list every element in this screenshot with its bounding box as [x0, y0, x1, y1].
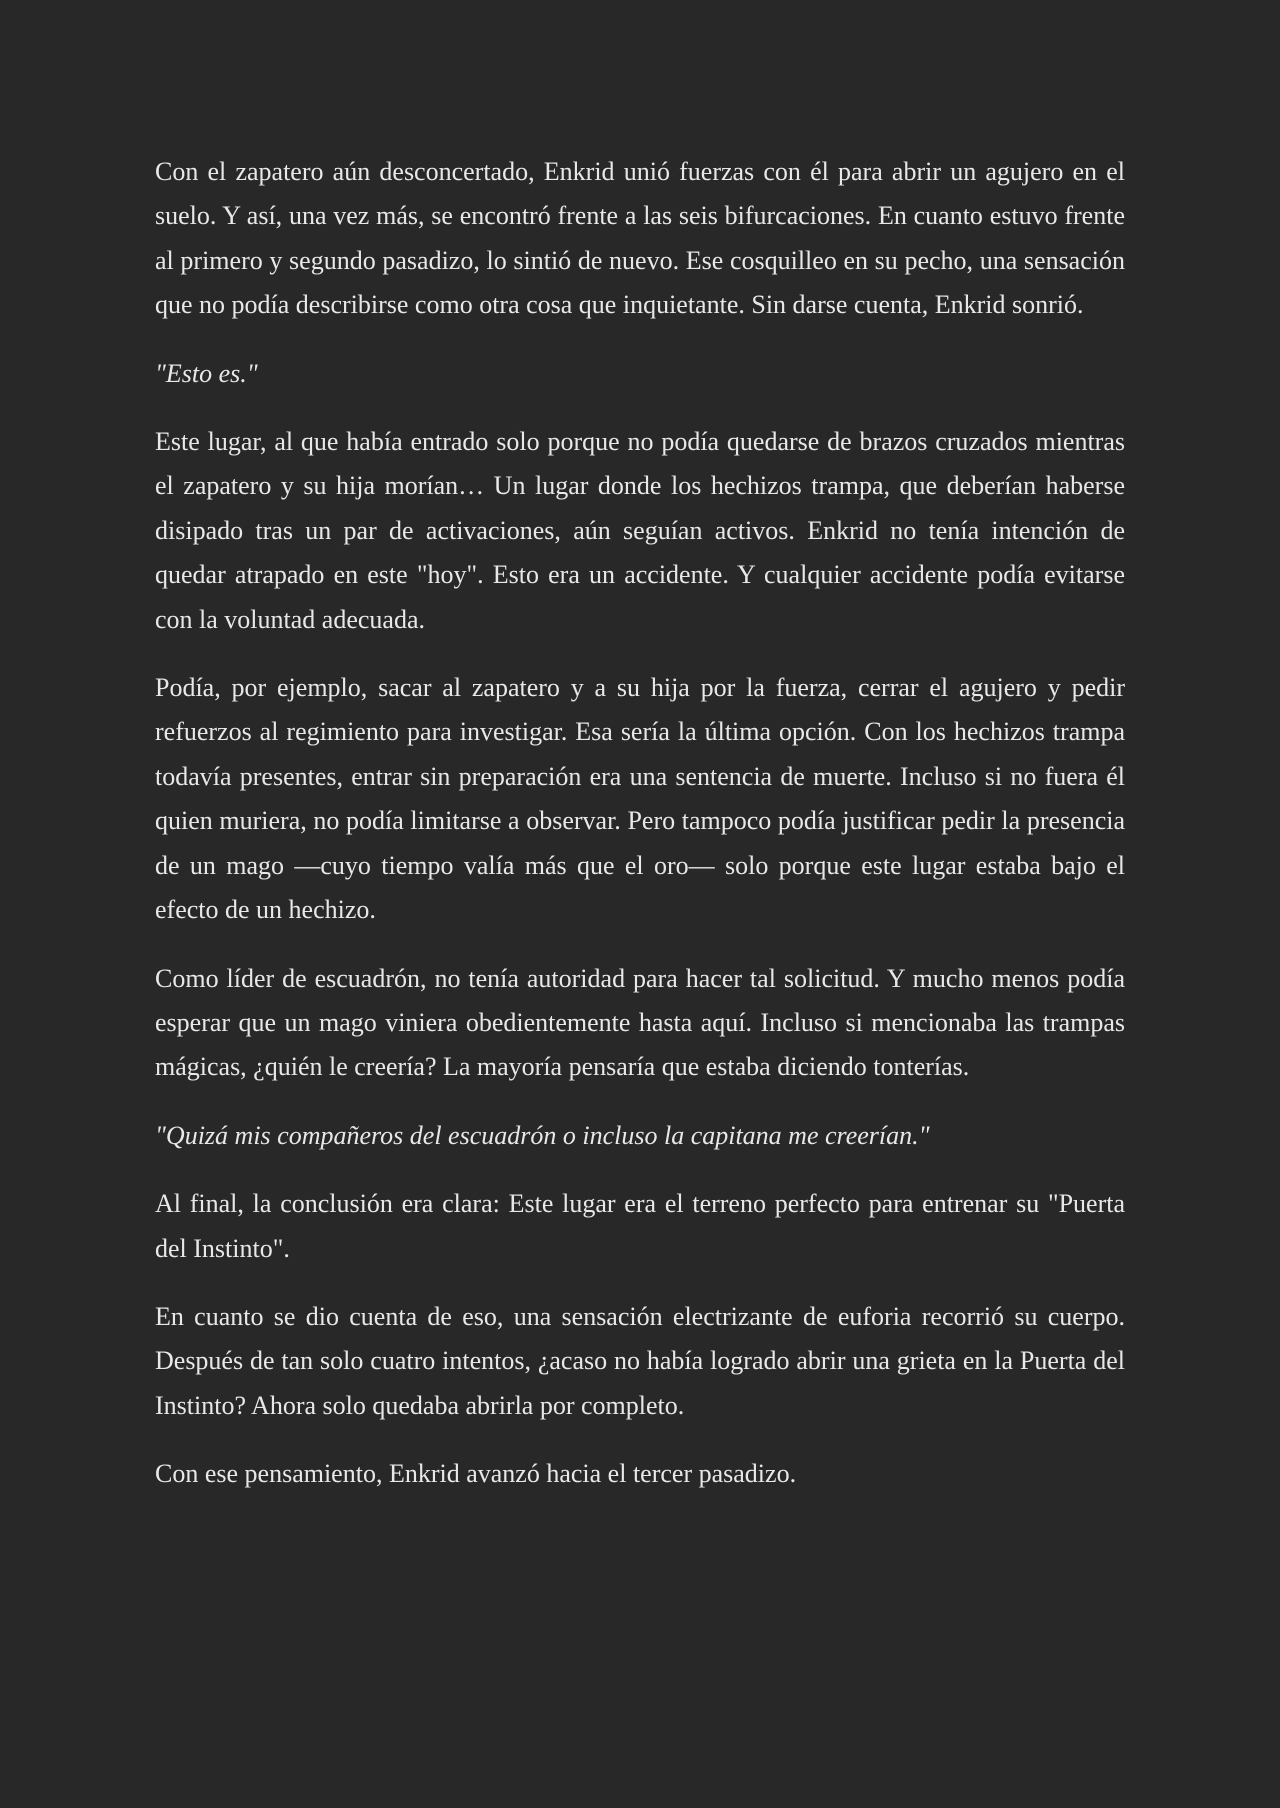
paragraph: Como líder de escuadrón, no tenía autoridad para hacer tal solicitud. Y mucho menos podía esperar que un mago viniera obedientemente hasta aquí. Incluso si mencionaba las trampas mágicas, ¿quién le creería? La mayoría pensaría que estaba diciendo tonterías.: [155, 963, 1125, 1082]
paragraph: Este lugar, al que había entrado solo porque no podía quedarse de brazos cruzados mientras el zapatero y su hija morían… Un lugar donde los hechizos trampa, que deberían haberse disipado tras un par de activaciones, aún seguían activos. Enkrid no tenía intención de quedar atrapado en este "hoy". Esto era un accidente. Y cualquier accidente podía evitarse con la voluntad adecuada.: [155, 427, 1125, 634]
paragraph: Al final, la conclusión era clara: Este lugar era el terreno perfecto para entrenar su "Puerta del Instinto".: [155, 1189, 1125, 1263]
italic-thought-paragraph: "Quizá mis compañeros del escuadrón o incluso la capitana me creerían.": [155, 1120, 930, 1150]
chapter-text: [155, 150, 1125, 1497]
paragraph: Podía, por ejemplo, sacar al zapatero y a su hija por la fuerza, cerrar el agujero y pedir refuerzos al regimiento para investigar. Esa sería la última opción. Con los hechizos trampa todavía presentes, entrar sin preparación era una sentencia de muerte. Incluso si no fuera él quien muriera, no podía limitarse a observar. Pero tampoco podía justificar pedir la presencia de un mago —cuyo tiempo valía más que el oro— solo porque este lugar estaba bajo el efecto de un hechizo.: [155, 673, 1125, 925]
paragraph: Con ese pensamiento, Enkrid avanzó hacia el tercer pasadizo.: [155, 1459, 797, 1489]
paragraph: Con el zapatero aún desconcertado, Enkrid unió fuerzas con él para abrir un agujero en el suelo. Y así, una vez más, se encontró frente a las seis bifurcaciones. En cuanto estuvo frente al primero y segundo pasadizo, lo sintió de nuevo. Ese cosquilleo en su pecho, una sensación que no podía describirse como otra cosa que inquietante. Sin darse cuenta, Enkrid sonrió.: [155, 157, 1125, 320]
paragraph: En cuanto se dio cuenta de eso, una sensación electrizante de euforia recorrió su cuerpo. Después de tan solo cuatro intentos, ¿acaso no había logrado abrir una grieta en la Puerta del Instinto? Ahora solo quedaba abrirla por completo.: [155, 1301, 1125, 1420]
italic-thought-paragraph: "Esto es.": [155, 358, 258, 388]
